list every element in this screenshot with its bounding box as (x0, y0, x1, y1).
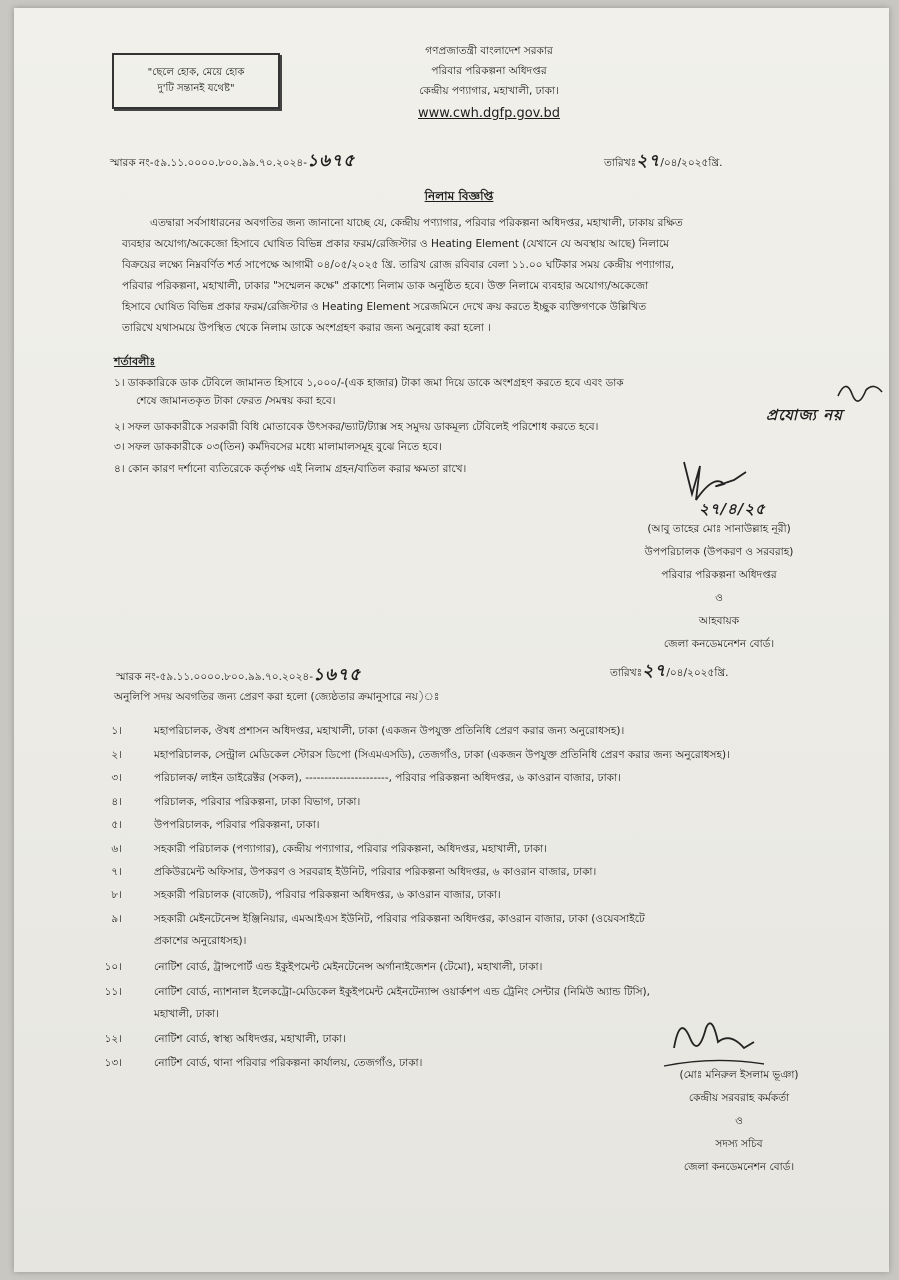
header-govt: গণপ্রজাতন্ত্রী বাংলাদেশ সরকার (425, 45, 553, 57)
copy-item-text: নোটিশ বোর্ড, ট্রান্সপোর্ট এন্ড ইকুইপমেন্ট মেইনটেনেন্স অর্গানাইজেশন (টেমো), মহাখালী, ঢাকা। (154, 961, 543, 973)
slogan-line-2: দু'টি সন্তানই যথেষ্ট" (157, 83, 235, 94)
signatory-1-and: ও (715, 592, 723, 604)
copy-item-text: সহকারী পরিচালক (বাজেট), পরিবার পরিকল্পনা অধিদপ্তর, ৬ কাওরান বাজার, ঢাকা। (154, 889, 501, 901)
body-line: হিসাবে ঘোষিত বিভিন্ন প্রকার ফরম/রেজিস্টার ও Heating Element সরেজমিনে দেখে ক্রয় করতে ইচ্ছুক ব্যক্তিগণকে উল্লিখিত (122, 301, 647, 313)
notice-body (122, 213, 864, 339)
memo-date-handwritten: ২৭ (636, 151, 661, 171)
condition-1-cont: শেষে জামানতকৃত টাকা ফেরত /সমন্বয় করা হবে। (136, 395, 336, 407)
memo-date-2 (610, 658, 728, 686)
body-line: এতদ্বারা সর্বসাধারনের অবগতির জন্য জানানো যাচ্ছে যে, কেন্দ্রীয় পণ্যাগার, পরিবার পরিকল্পনা অধিদপ্তর, মহাখালী, ঢাকায় রক্ষিত (150, 217, 683, 229)
copy-item-text: উপপরিচালক, পরিবার পরিকল্পনা, ঢাকা। (154, 819, 320, 831)
signatory-1-role: আহবায়ক (698, 615, 740, 627)
copy-item-text: মহাপরিচালক, ঔষধ প্রশাসন অধিদপ্তর, মহাখালী, ঢাকা (একজন উপযুক্ত প্রতিনিধি প্রেরণ করার জন্য অনুরোধসহ)। (154, 725, 625, 737)
margin-note-handwritten: প্রযোজ্য নয় (766, 406, 843, 424)
body-line: পরিবার পরিকল্পনা, মহাখালী, ঢাকার "সম্মেলন কক্ষে" প্রকাশ্যে নিলাম ডাক অনুষ্ঠিত হবে। উক্ত নিলামে ব্যবহার অযোগ্য/অকেজো (122, 280, 649, 292)
condition-1: ১। ডাককারিকে ডাক টেবিলে জামানত হিসাবে ১,০০০/-(এক হাজার) টাকা জমা দিয়ে ডাকে অংশগ্রহণ করতে হবে এবং ডাক (114, 377, 624, 389)
condition-2: ২। সফল ডাককারীকে সরকারী বিধি মোতাবেক উৎসকর/ভ্যাট/ট্যাক্স সহ সমুদয় ডাকমূল্য টেবিলেই পরিশোধ করতে হবে। (114, 421, 599, 433)
condition-3: ৩। সফল ডাককারীকে ০৩(তিন) কর্মদিবসের মধ্যে মালামালসমূহ বুঝে নিতে হবে। (114, 441, 442, 453)
memo-date-rest: /০৪/২০২৫খ্রি. (666, 667, 729, 679)
memo-date-rest: /০৪/২০২৫খ্রি. (660, 157, 723, 169)
memo-date-label: তারিখঃ (604, 157, 637, 169)
memo-ref-text: স্মারক নং-৫৯.১১.০০০০.৮০০.৯৯.৭০.২০২৪- (110, 157, 308, 169)
copy-item-text: সহকারী পরিচালক (পণ্যাগার), কেন্দ্রীয় পণ্যাগার, পরিবার পরিকল্পনা, অধিদপ্তর, মহাখালী, ঢাকা। (154, 843, 547, 855)
copy-item-number: ১২। (104, 1033, 122, 1045)
memo-ref-1 (110, 148, 355, 176)
conditions-heading: শর্তাবলীঃ (114, 355, 156, 368)
copy-item-text: প্রকাশের অনুরোধসহ)। (154, 935, 247, 947)
copy-item-number: ১০। (104, 961, 122, 973)
signatory-2-block (624, 1064, 854, 1179)
copy-item-number: ৬। (111, 843, 122, 855)
copy-item-text: মহাখালী, ঢাকা। (154, 1008, 219, 1020)
copy-item-number: ৩। (111, 772, 122, 784)
copy-item-number: ৪। (111, 796, 122, 808)
copy-item-text: প্রকিউরমেন্ট অফিসার, উপকরণ ও সরবরাহ ইউনিট, পরিবার পরিকল্পনা অধিদপ্তর, ৬ কাওরান বাজার, ঢাকা। (154, 866, 597, 878)
copy-item-number: ৫। (111, 819, 122, 831)
signatory-2-designation: কেন্দ্রীয় সরবরাহ কর্মকর্তা (688, 1092, 790, 1104)
slogan-line-1: "ছেলে হোক, মেয়ে হোক (147, 67, 245, 78)
memo-date-1 (604, 148, 722, 176)
copy-item-text: নোটিশ বোর্ড, স্বাস্থ্য অধিদপ্তর, মহাখালী, ঢাকা। (154, 1033, 346, 1045)
signatory-1-board: জেলা কনডেমনেশন বোর্ড। (663, 638, 775, 650)
header-directorate: পরিবার পরিকল্পনা অধিদপ্তর (431, 65, 547, 77)
copy-item-text: সহকারী মেইনটেনেন্স ইঞ্জিনিয়ার, এমআইএস ইউনিট, পরিবার পরিকল্পনা অধিদপ্তর, কাওরান বাজার, ঢাকা (ওয়েবসাইটে (154, 913, 645, 925)
body-line: বিক্রয়ের লক্ষ্যে নিম্নবর্ণিত শর্ত সাপেক্ষে আগামী ০৪/০৫/২০২৫ খ্রি. তারিখ রোজ রবিবার বেলা ১১.০০ ঘটিকার সময় কেন্দ্রীয় পণ্যাগার, (122, 259, 675, 271)
copy-item-number: ৮। (111, 889, 122, 901)
copy-item-text: নোটিশ বোর্ড, ন্যাশনাল ইলেকট্রো-মেডিকেল ইকুইপমেন্ট মেইনটেন্যান্স ওয়ার্কশপ এন্ড ট্রেনিং সেন্টার (নিমিউ অ্যান্ড টিসি), (154, 986, 650, 998)
copy-item-text: পরিচালক, পরিবার পরিকল্পনা, ঢাকা বিভাগ, ঢাকা। (154, 796, 361, 808)
body-line: তারিখে যথাসময়ে উপস্থিত থেকে নিলাম ডাকে অংশগ্রহণ করার জন্য অনুরোধ করা হলো । (122, 322, 492, 334)
condition-4: ৪। কোন কারণ দর্শানো ব্যতিরেকে কর্তৃপক্ষ এই নিলাম গ্রহন/বাতিল করার ক্ষমতা রাখে। (114, 463, 467, 475)
signatory-1-name: (আবু তাহের মোঃ সানাউল্লাহ নূরী) (647, 523, 791, 535)
copy-item-number: ৭। (111, 866, 122, 878)
copy-item-number: ১৩। (104, 1057, 122, 1069)
margin-scribble-icon (836, 376, 886, 406)
signatory-2-board: জেলা কনডেমনেশন বোর্ড। (683, 1161, 795, 1173)
notice-title: নিলাম বিজ্ঞপ্তি (424, 189, 494, 203)
memo-ref-handwritten: ১৬৭৫ (307, 151, 356, 171)
copy-intro: অনুলিপি সদয় অবগতির জন্য প্রেরণ করা হলো (জ্যেষ্ঠতার ক্রমানুসারে নয়)ঃ (114, 691, 440, 703)
copy-item-number: ২। (111, 749, 122, 761)
copy-item-text: পরিচালক/ লাইন ডাইরেক্টর (সকল), ----------------------, পরিবার পরিকল্পনা অধিদপ্তর, ৬ কাওরান বাজার, ঢাকা। (154, 772, 621, 784)
signatory-2-role: সদস্য সচিব (715, 1138, 763, 1150)
copy-item-number: ১। (111, 725, 122, 737)
slogan-box (112, 53, 280, 109)
memo-date-handwritten: ২৭ (642, 661, 667, 681)
signatory-1-designation: উপপরিচালক (উপকরণ ও সরবরাহ) (644, 546, 794, 558)
signatory-2-and: ও (735, 1115, 743, 1127)
copy-item-text: নোটিশ বোর্ড, থানা পরিবার পরিকল্পনা কার্যালয়, তেজগাঁও, ঢাকা। (154, 1057, 423, 1069)
copy-item-number: ৯। (111, 913, 122, 925)
header-office: কেন্দ্রীয় পণ্যাগার, মহাখালী, ঢাকা। (419, 85, 559, 97)
memo-ref-text: স্মারক নং-৫৯.১১.০০০০.৮০০.৯৯.৭০.২০২৪- (116, 671, 314, 683)
copy-item-number: ১১। (104, 986, 122, 998)
signature-1-date: ২৭/৪/২৫ (699, 500, 766, 518)
signatory-1-block (604, 518, 834, 656)
memo-date-label: তারিখঃ (610, 667, 643, 679)
body-line: ব্যবহার অযোগ্য/অকেজো হিসাবে ঘোষিত বিভিন্ন প্রকার ফরম/রেজিস্টার ও Heating Element (যেখানে যে অবস্থায় আছে) নিলামে (122, 238, 670, 250)
memo-ref-2 (116, 662, 361, 690)
signatory-2-name: (মোঃ মনিরুল ইসলাম ভূঞা) (679, 1069, 799, 1081)
header-website-link[interactable]: www.cwh.dgfp.gov.bd (418, 106, 560, 121)
memo-ref-handwritten: ১৬৭৫ (313, 665, 362, 685)
copy-item-text: মহাপরিচালক, সেন্ট্রাল মেডিকেল স্টোরস ডিপো (সিএমএসডি), তেজগাঁও, ঢাকা (একজন উপযুক্ত প্রতিনিধি প্রেরণ করার জন্য অনুরোধসহ)। (154, 749, 730, 761)
document-page (14, 8, 889, 1272)
signatory-1-office: পরিবার পরিকল্পনা অধিদপ্তর (661, 569, 777, 581)
